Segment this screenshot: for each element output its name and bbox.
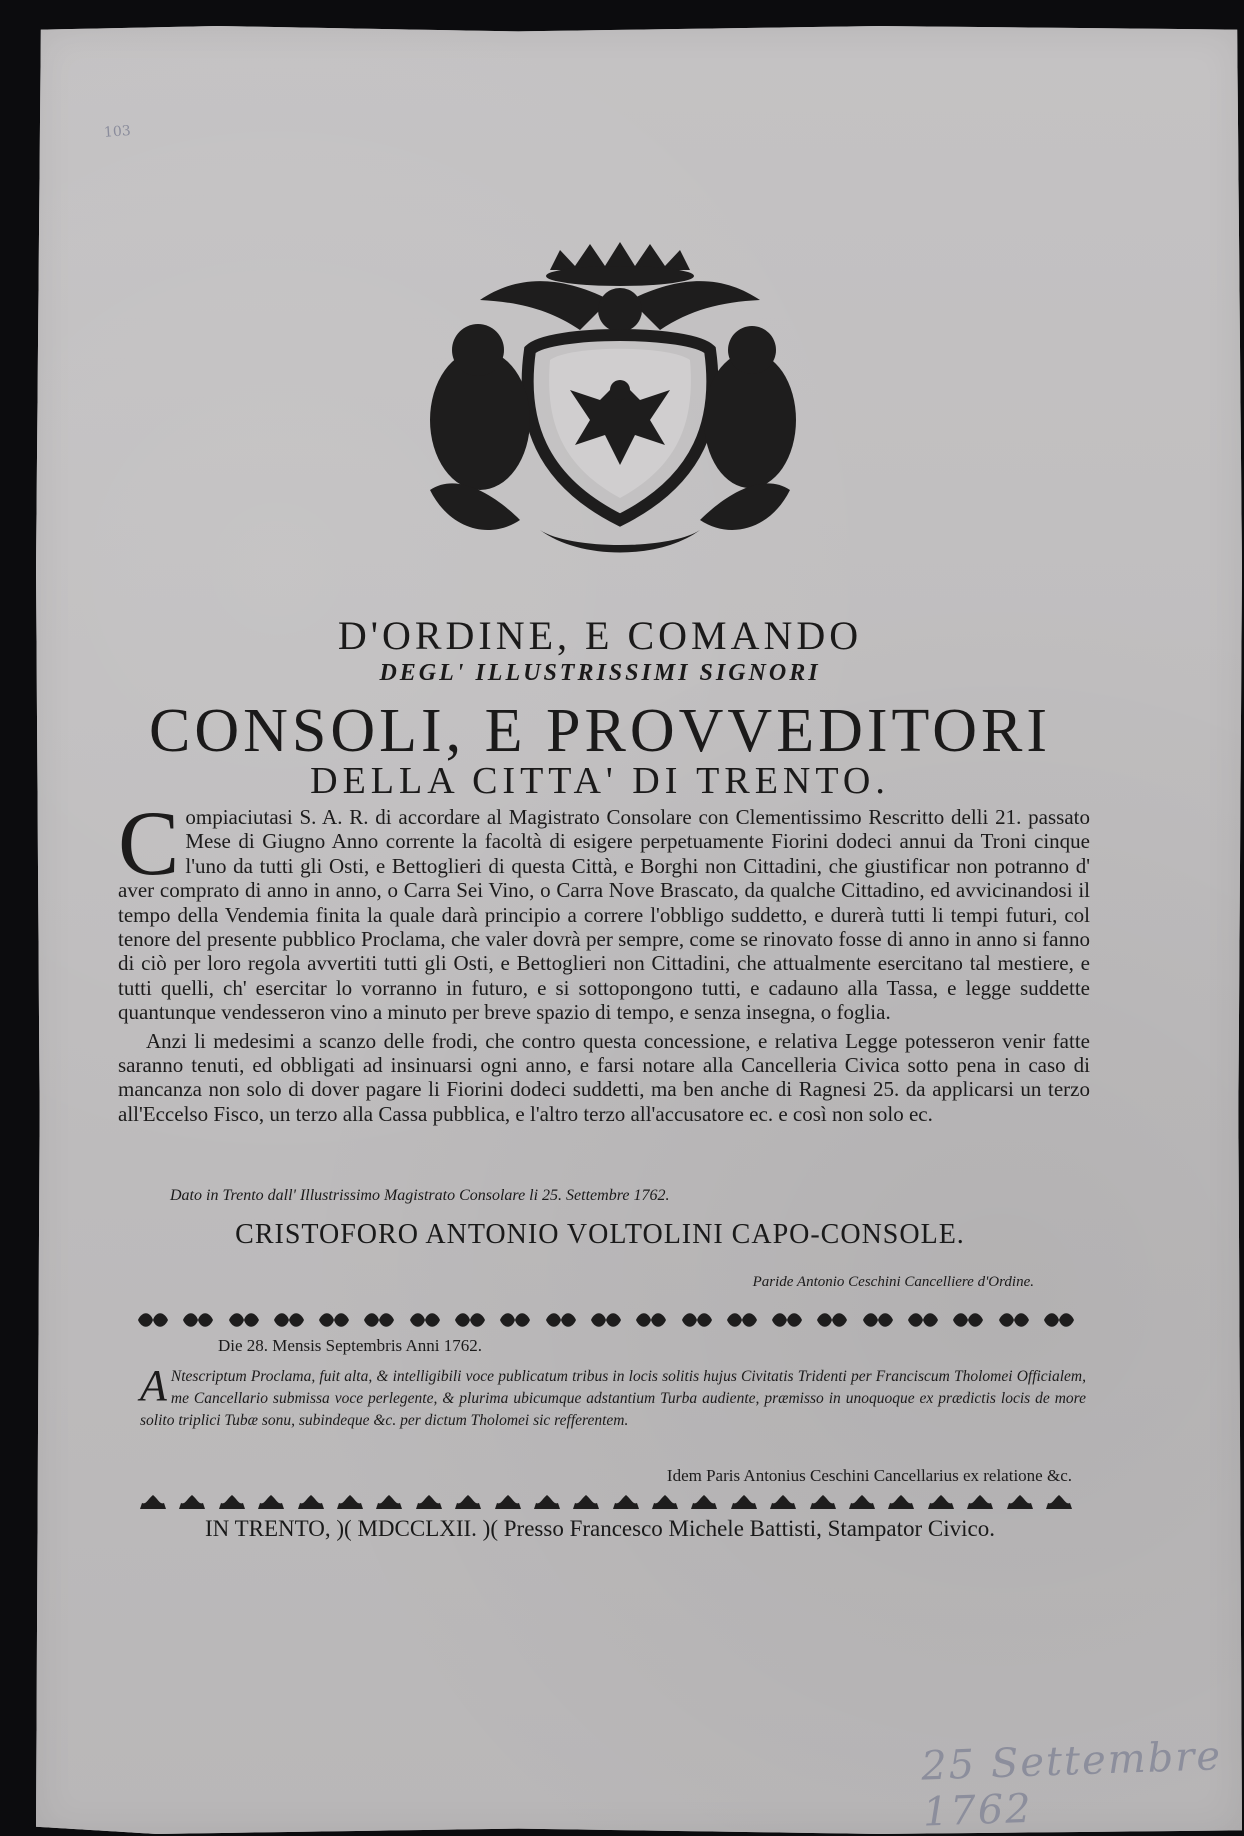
fleuron-icon [530, 1491, 564, 1513]
ornament-icon [453, 1309, 487, 1331]
latin-attestation [140, 1361, 1086, 1432]
fleuron-icon [648, 1491, 682, 1513]
header-line-1: D'ORDINE, E COMANDO [337, 613, 863, 658]
ornament-icon [634, 1309, 668, 1331]
proclamation-body [118, 792, 1090, 1126]
latin-drop-cap: A [140, 1361, 167, 1410]
fleuron-icon [372, 1491, 406, 1513]
ornament-icon [408, 1309, 442, 1331]
header-line-3: CONSOLI, E PROVVEDITORI [148, 697, 1052, 765]
ornament-icon [861, 1309, 895, 1331]
fleuron-icon [609, 1491, 643, 1513]
ornament-border-top [136, 1306, 1076, 1334]
paragraph-1 [118, 792, 1090, 1025]
ornament-icon [272, 1309, 306, 1331]
fleuron-icon [1003, 1491, 1037, 1513]
printer-imprint: IN TRENTO, )( MDCCLXII. )( Presso Francesco Michele Battisti, Stampator Civico. [205, 1516, 995, 1541]
fleuron-icon [136, 1491, 170, 1513]
fleuron-icon [175, 1491, 209, 1513]
ornament-icon [181, 1309, 215, 1331]
signer-name: CRISTOFORO ANTONIO VOLTOLINI CAPO-CONSOLE. [235, 1219, 965, 1250]
ornament-icon [815, 1309, 849, 1331]
idem-line: Idem Paris Antonius Ceschini Cancellarius ex relatione &c. [666, 1466, 1072, 1485]
paragraph-1-text: ompiaciutasi S. A. R. di accordare al Magistrato Consolare con Clementissimo Rescritto delli 21. passato Mese di Giugno Anno corrente la facoltà di esigere perpetuamente Fiorini dodeci annui da Troni cinque l'uno da tutti gli Osti, e Bettoglieri di questa Città, e Borghi non Cittadini, che giustificar non potranno d' aver comprato di anno in anno, o Carra Sei Vino, o Carra Nove Brascato, da qualche Cittadino, ed avvicinandosi il tempo della Vendemia finita la quale darà principio a correre l'obbligo suddetto, e durerà tutti li tempi futuri, col tenore del presente pubblico Proclama, che valer dovrà per sempre, come se rinovato fosse di anno in anno si fanno di ciò per loro regola avvertiti tutti gli Osti, e Bettoglieri non Cittadini, che attualmente esercitano tal mestiere, e tutti quelli, ch' esercitar lo vorranno in futuro, e si sottopongono tutti, e cadauno alla Tassa, e legge suddette quantunque vendesseron vino a minuto per breve spazio di tempo, e senza insegna, o foglia. [118, 805, 1090, 1025]
ornament-icon [680, 1309, 714, 1331]
ornament-icon [317, 1309, 351, 1331]
fleuron-icon [963, 1491, 997, 1513]
fleuron-icon [924, 1491, 958, 1513]
ornament-icon [725, 1309, 759, 1331]
die-line: Die 28. Mensis Septembris Anni 1762. [218, 1336, 482, 1355]
fleuron-icon [884, 1491, 918, 1513]
ornament-icon [1042, 1309, 1076, 1331]
ornament-icon [498, 1309, 532, 1331]
ornament-icon [544, 1309, 578, 1331]
dated-line: Dato in Trento dall' Illustrissimo Magistrato Consolare li 25. Settembre 1762. [170, 1187, 670, 1204]
ornament-icon [227, 1309, 261, 1331]
fleuron-icon [294, 1491, 328, 1513]
fleuron-icon [491, 1491, 525, 1513]
fleuron-icon [569, 1491, 603, 1513]
ornament-icon [951, 1309, 985, 1331]
fleuron-icon [254, 1491, 288, 1513]
ornament-icon [770, 1309, 804, 1331]
fleuron-icon [845, 1491, 879, 1513]
header-line-4: DELLA CITTA' DI TRENTO. [310, 760, 890, 802]
fleuron-icon [412, 1491, 446, 1513]
chancellor-signature: Paride Antonio Ceschini Cancelliere d'Ordine. [752, 1274, 1034, 1290]
fleuron-icon [1042, 1491, 1076, 1513]
drop-cap: C [118, 792, 180, 894]
ornament-icon [136, 1309, 170, 1331]
fleuron-icon [215, 1491, 249, 1513]
archive-number: 103 [103, 123, 132, 141]
fleuron-icon [451, 1491, 485, 1513]
latin-text: Ntescriptum Proclama, fuit alta, & intelligibili voce publicatum tribus in locis solitis hujus Civitatis Tridenti per Franciscum Tholomei Officialem, me Cancellario submissa voce perlegente, & plurima ubicumque adstantium Turba audiente, præmisso in unoquoque ex prædictis locis de more solito triplici Tubæ sonu, subindeque &c. per dictum Tholomei sic refferentem. [140, 1368, 1086, 1429]
coat-of-arms-emblem [400, 240, 820, 570]
handwritten-date: 25 Settembre 1762 [920, 1733, 1223, 1836]
fleuron-icon [806, 1491, 840, 1513]
fleuron-icon [687, 1491, 721, 1513]
fleuron-icon [766, 1491, 800, 1513]
ornament-icon [906, 1309, 940, 1331]
ornament-border-bottom [136, 1488, 1076, 1516]
header-line-2: DEGL' ILLUSTRISSIMI SIGNORI [379, 660, 821, 686]
ornament-icon [589, 1309, 623, 1331]
fleuron-icon [333, 1491, 367, 1513]
ornament-icon [362, 1309, 396, 1331]
paragraph-2: Anzi li medesimi a scanzo delle frodi, che contro questa concessione, e relativa Legge potesseron venir fatte saranno tenuti, ed obbligati ad insinuarsi ogni anno, e farsi notare alla Cancelleria Civica sotto pena in caso di mancanza non solo di dover pagare li Fiorini dodeci suddetti, ma ben anche di Ragnesi 25. da applicarsi un terzo all'Eccelso Fisco, un terzo alla Cassa pubblica, e l'altro terzo all'accusatore ec. e così non solo ec. [118, 1028, 1090, 1126]
ornament-icon [997, 1309, 1031, 1331]
fleuron-icon [727, 1491, 761, 1513]
